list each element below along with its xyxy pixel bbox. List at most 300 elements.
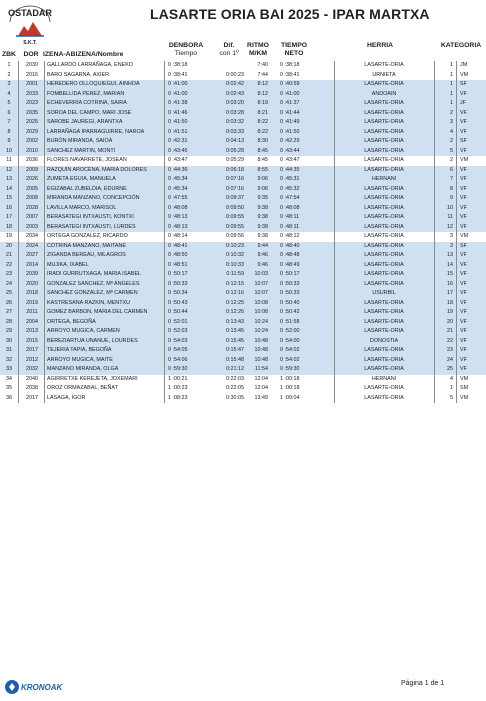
net-time-cell: 0 :50:17: [280, 271, 300, 277]
net-time-cell: 0 :42:29: [280, 138, 300, 144]
category-rank-cell: 1: [450, 100, 453, 106]
category-rank-cell: 12: [447, 223, 453, 230]
bib-cell: 2011: [26, 309, 38, 315]
gap-cell: 0:02:43: [226, 90, 244, 97]
category-cell: VF: [460, 356, 467, 363]
rank-cell: 8: [7, 128, 11, 135]
category-rank-cell: 19: [447, 309, 453, 315]
gap-cell: 0:12:16: [226, 290, 244, 296]
town-cell: LASARTE-ORIA: [364, 185, 404, 192]
time-cell: 0 :38:18: [168, 62, 188, 68]
gap-cell: 0:03:28: [226, 109, 244, 116]
gap-cell: 0:00:23: [226, 71, 244, 78]
time-cell: 0 :52:01: [168, 318, 188, 325]
net-time-cell: 0 :59:30: [280, 366, 300, 372]
town-cell: URNIETA: [372, 71, 396, 78]
rank-cell: 26: [6, 299, 12, 306]
category-rank-cell: 5: [450, 147, 453, 154]
time-cell: 0 :50:44: [168, 309, 188, 315]
category-rank-cell: 25: [447, 366, 453, 372]
category-rank-cell: 14: [447, 261, 453, 268]
category-rank-cell: 9: [450, 195, 453, 201]
category-cell: VM: [460, 375, 469, 382]
rank-cell: 13: [6, 176, 12, 182]
gap-cell: 0:12:15: [226, 280, 244, 287]
category-cell: VM: [460, 233, 469, 239]
town-cell: LASARTE-ORIA: [364, 204, 404, 211]
net-time-cell: 1 :00:18: [280, 375, 300, 382]
table-row: [0, 308, 486, 318]
town-cell: LASARTE-ORIA: [364, 128, 404, 135]
net-time-cell: 0 :41:44: [280, 109, 300, 116]
gap-cell: 0:15:45: [226, 337, 244, 344]
runner-name-cell: TEJERIA TAPIA, BEGOÑA: [47, 347, 112, 353]
bib-cell: 2024: [26, 242, 38, 249]
table-row: [0, 99, 486, 109]
bib-cell: 2004: [26, 318, 38, 325]
pace-cell: 8:30: [257, 138, 268, 144]
kronoak-logo: [4, 678, 68, 696]
net-time-cell: 0 :50:42: [280, 309, 300, 315]
category-rank-cell: 2: [450, 109, 453, 116]
time-cell: 0 :41:00: [168, 81, 188, 87]
town-cell: HERNANI: [371, 375, 397, 382]
runner-name-cell: ARROYO MUGICA, CARMEN: [47, 328, 120, 334]
town-cell: LASARTE-ORIA: [364, 157, 404, 163]
category-rank-cell: 1: [450, 62, 453, 68]
gap-cell: 0:11:59: [226, 271, 244, 277]
runner-name-cell: EGIZABAL ZUBELDIA, EDURNE: [47, 185, 127, 192]
gap-cell: 0:30:05: [226, 394, 244, 401]
rank-cell: 28: [6, 318, 12, 325]
bib-cell: 2017: [26, 347, 38, 353]
gap-cell: 0:09:56: [226, 233, 244, 239]
category-rank-cell: 3: [450, 233, 453, 239]
pace-cell: 8:12: [257, 81, 268, 87]
rank-cell: 21: [6, 252, 12, 258]
net-time-cell: 0 :48:40: [280, 242, 300, 249]
town-cell: LASARTE-ORIA: [364, 271, 404, 277]
runner-name-cell: ARROYO MUGICA, MAITE: [47, 356, 113, 363]
header-kategoria: KATEGORIA: [440, 42, 482, 49]
category-cell: VF: [460, 318, 467, 325]
category-cell: VF: [460, 204, 467, 211]
time-cell: 0 :41:46: [168, 109, 188, 116]
category-rank-cell: 11: [447, 214, 453, 220]
rank-cell: 25: [6, 290, 12, 296]
category-cell: VF: [460, 309, 467, 315]
category-rank-cell: 21: [447, 328, 453, 334]
runner-name-cell: SOROA DEL CAMPO, MARI JOSE: [47, 109, 132, 116]
town-cell: LASARTE-ORIA: [364, 119, 404, 125]
category-cell: VF: [460, 195, 467, 201]
category-rank-cell: 22: [447, 337, 453, 344]
town-cell: LASARTE-ORIA: [364, 147, 404, 154]
town-cell: ANDOAIN: [371, 90, 397, 97]
net-time-cell: 0 :41:37: [280, 100, 300, 106]
header-zbk: ZBK: [2, 51, 16, 58]
club-logo-text: OSTADAR: [8, 8, 52, 18]
runner-name-cell: SAROBE JAUREGI, ARANTXA: [47, 119, 123, 125]
town-cell: LASARTE-ORIA: [364, 62, 404, 68]
net-time-cell: 1 :09:04: [280, 394, 300, 401]
rank-cell: 32: [6, 356, 12, 363]
rank-cell: 23: [6, 271, 12, 277]
runner-name-cell: COTRINA MANZANO, MAITANE: [47, 242, 126, 249]
net-time-cell: 0 :47:54: [280, 195, 300, 201]
rank-cell: 14: [6, 185, 12, 192]
runner-name-cell: MUJIKA, IXABEL: [47, 261, 89, 268]
header-dif: Dif.: [223, 42, 235, 49]
table-row: [0, 109, 486, 119]
pace-cell: 10:24: [254, 318, 268, 325]
rank-cell: 15: [6, 195, 12, 201]
time-cell: 0 :54:03: [168, 337, 188, 344]
pace-cell: 8:45: [257, 157, 268, 163]
rank-cell: 2: [7, 71, 11, 78]
time-cell: 0 :48:08: [168, 204, 188, 211]
category-cell: VF: [460, 109, 467, 116]
pace-cell: 9:38: [257, 233, 268, 239]
rank-cell: 17: [6, 214, 12, 220]
time-cell: 0 :48:50: [168, 252, 188, 258]
bib-cell: 2005: [26, 185, 38, 192]
rank-cell: 3: [7, 81, 11, 87]
town-cell: LASARTE-ORIA: [364, 318, 404, 325]
gap-cell: 0:09:55: [226, 214, 244, 220]
category-rank-cell: 13: [447, 252, 453, 258]
category-rank-cell: 1: [450, 90, 453, 97]
bib-cell: 2030: [26, 62, 38, 68]
rank-cell: 1: [7, 62, 11, 68]
table-row: [0, 137, 486, 147]
runner-name-cell: ZUMETA EGUIA, MANUELA: [47, 176, 116, 182]
pace-cell: 9:06: [257, 185, 268, 192]
gap-cell: 0:13:45: [226, 328, 244, 334]
town-cell: DONOSTIA: [369, 337, 399, 344]
net-time-cell: 0 :40:59: [280, 81, 300, 87]
time-cell: 0 :41:38: [168, 100, 188, 106]
town-cell: LASARTE-ORIA: [364, 100, 404, 106]
time-cell: 0 :45:34: [168, 176, 188, 182]
town-cell: LASARTE-ORIA: [364, 309, 404, 315]
time-cell: 0 :48:41: [168, 242, 188, 249]
category-cell: VF: [460, 347, 467, 353]
pace-cell: 8:12: [257, 90, 268, 97]
rank-cell: 19: [6, 233, 12, 239]
bib-cell: 2016: [26, 71, 38, 78]
runner-name-cell: GOMEZ BARBON, MARIA DEL CARMEN: [47, 309, 148, 315]
runner-name-cell: LARRAÑAGA IPARRAGUIRRE, NAROA: [47, 128, 145, 135]
header-denbora: DENBORA: [168, 42, 204, 49]
category-rank-cell: 23: [447, 347, 453, 353]
pace-cell: 10:48: [254, 356, 268, 363]
category-cell: VF: [460, 119, 467, 125]
table-row: [0, 61, 486, 71]
bib-cell: 2003: [26, 223, 38, 230]
rank-cell: 6: [7, 109, 11, 116]
time-cell: 0 :45:34: [168, 185, 188, 192]
table-row: [0, 90, 486, 100]
column-divider: [334, 61, 335, 403]
bib-cell: 2019: [26, 299, 38, 306]
town-cell: LASARTE-ORIA: [364, 385, 404, 391]
category-cell: VM: [460, 157, 469, 163]
runner-name-cell: BEREZIARTUA UNANUE, LOURDES: [47, 337, 138, 344]
pace-cell: 10:48: [254, 347, 268, 353]
header-ritmo-unit: M/KM: [248, 50, 268, 57]
time-cell: 0 :43:47: [168, 157, 188, 163]
table-row: [0, 356, 486, 366]
pace-cell: 9:46: [257, 261, 268, 268]
category-rank-cell: 5: [450, 394, 453, 401]
bib-cell: 2018: [26, 290, 38, 296]
table-row: [0, 232, 486, 242]
gap-cell: 0:09:37: [226, 195, 244, 201]
gap-cell: 0:06:18: [226, 166, 244, 173]
category-rank-cell: 2: [450, 138, 453, 144]
pace-cell: 10:48: [254, 337, 268, 344]
net-time-cell: 0 :43:44: [280, 147, 300, 154]
header-name: IZENA-ABIZENA/Nombre: [43, 51, 124, 58]
bib-cell: 2036: [26, 157, 38, 163]
pace-cell: 10:08: [254, 309, 268, 315]
rank-cell: 18: [6, 223, 12, 230]
table-row: [0, 118, 486, 128]
category-rank-cell: 3: [450, 119, 453, 125]
bib-cell: 2001: [26, 81, 38, 87]
time-cell: 0 :48:13: [168, 214, 188, 220]
net-time-cell: 0 :43:47: [280, 157, 300, 163]
bib-cell: 2027: [26, 252, 38, 258]
category-cell: SM: [460, 385, 469, 391]
rank-cell: 24: [6, 280, 12, 287]
pace-cell: 10:07: [254, 280, 268, 287]
gap-cell: 0:09:50: [226, 204, 244, 211]
time-cell: 0 :43:46: [168, 147, 188, 154]
category-cell: VF: [460, 185, 467, 192]
category-cell: VF: [460, 214, 467, 220]
net-time-cell: 0 :54:00: [280, 337, 300, 344]
town-cell: LASARTE-ORIA: [364, 223, 404, 230]
pace-cell: 10:24: [254, 328, 268, 334]
club-logo-sub: S.K.T.: [23, 40, 37, 46]
rank-cell: 10: [6, 147, 12, 154]
runner-name-cell: FOMBELLIDA PEREZ, MARIAN: [47, 90, 125, 97]
header-tiempo-neto: TIEMPO: [280, 42, 308, 49]
town-cell: LASARTE-ORIA: [364, 81, 404, 87]
runner-name-cell: KASTRESANA RAZKIN, MENTXU: [47, 299, 130, 306]
header-tiempo: Tiempo: [174, 50, 198, 57]
pace-cell: 10:08: [254, 299, 268, 306]
pace-cell: 7:44: [257, 71, 268, 78]
town-cell: LASARTE-ORIA: [364, 299, 404, 306]
header-herria: HERRIA: [366, 42, 394, 49]
gap-cell: 0:13:43: [226, 318, 244, 325]
runner-name-cell: RAZQUIN AROCENA, MARIA DOLORES: [47, 166, 147, 173]
net-time-cell: 0 :48:08: [280, 204, 300, 211]
bib-cell: 2040: [26, 375, 38, 382]
pace-cell: 11:54: [254, 366, 268, 372]
category-cell: VF: [460, 166, 467, 173]
rank-cell: 33: [6, 366, 12, 372]
category-cell: VF: [460, 328, 467, 334]
net-time-cell: 0 :52:00: [280, 328, 300, 334]
net-time-cell: 0 :41:49: [280, 119, 300, 125]
table-row: [0, 365, 486, 375]
table-row: [0, 80, 486, 90]
time-cell: 0 :48:13: [168, 223, 188, 230]
pace-cell: 8:21: [257, 109, 268, 116]
bib-cell: 2033: [26, 90, 38, 97]
category-cell: JM: [460, 62, 468, 68]
town-cell: LASARTE-ORIA: [364, 195, 404, 201]
category-cell: VF: [460, 337, 467, 344]
time-cell: 0 :44:36: [168, 166, 188, 173]
bib-cell: 2013: [26, 328, 38, 334]
table-row: [0, 289, 486, 299]
category-cell: SF: [460, 138, 467, 144]
category-cell: VF: [460, 128, 467, 135]
category-rank-cell: 1: [450, 71, 453, 78]
column-divider: [164, 61, 165, 403]
town-cell: LASARTE-ORIA: [364, 366, 404, 372]
bib-cell: 2038: [26, 385, 38, 391]
net-time-cell: 0 :48:48: [280, 252, 300, 258]
time-cell: 0 :41:51: [168, 128, 188, 135]
table-row: [0, 185, 486, 195]
runner-name-cell: LAVILLA MARCO, MARISOL: [47, 204, 117, 211]
column-divider: [434, 61, 435, 403]
net-time-cell: 0 :54:02: [280, 347, 300, 353]
runner-name-cell: BERASATEGI INTXAUSTI, KONTXI: [47, 214, 134, 220]
bib-cell: 2017: [26, 394, 38, 401]
category-cell: VF: [460, 90, 467, 97]
rank-cell: 16: [6, 204, 12, 211]
time-cell: 1 :00:23: [168, 385, 188, 391]
time-cell: 0 :50:17: [168, 271, 188, 277]
category-cell: VF: [460, 252, 467, 258]
header-dor: DOR: [23, 51, 39, 58]
rank-cell: 20: [6, 242, 12, 249]
time-cell: 0 :54:06: [168, 356, 188, 363]
rank-cell: 31: [6, 347, 12, 353]
bib-cell: 2012: [26, 356, 38, 363]
runner-name-cell: ECHEVERRÍA COTRINA, SAIRA: [47, 100, 127, 106]
category-rank-cell: 17: [447, 290, 453, 296]
net-time-cell: 1 :00:18: [280, 385, 300, 391]
category-cell: VF: [460, 366, 467, 372]
pace-cell: 9:38: [257, 204, 268, 211]
runner-name-cell: HEREDERO OLLOQUIEGUI, AINHOA: [47, 81, 140, 87]
bib-cell: 2014: [26, 261, 38, 268]
rank-cell: 7: [7, 119, 11, 125]
pace-cell: 8:22: [257, 119, 268, 125]
table-row: [0, 299, 486, 309]
header-dif-con: con 1º: [219, 50, 239, 57]
net-time-cell: 0 :54:02: [280, 356, 300, 363]
bib-cell: 2020: [26, 280, 38, 287]
bib-cell: 2010: [26, 147, 38, 154]
category-cell: VF: [460, 261, 467, 268]
table-row: [0, 175, 486, 185]
table-row: [0, 204, 486, 214]
net-time-cell: 0 :45:32: [280, 185, 300, 192]
category-rank-cell: 20: [447, 318, 453, 325]
runner-name-cell: SANCHEZ MARTIN, MONTI: [47, 147, 116, 154]
gap-cell: 0:12:26: [226, 309, 244, 315]
rank-cell: 34: [6, 375, 12, 382]
runner-name-cell: BERASATEGI INTXAUSTI, LURDES: [47, 223, 136, 230]
town-cell: LASARTE-ORIA: [364, 347, 404, 353]
bib-cell: 2032: [26, 366, 38, 372]
kronoak-logo-text: KRONOAK: [21, 683, 63, 692]
pace-cell: 8:22: [257, 128, 268, 135]
rank-cell: 9: [7, 138, 11, 144]
gap-cell: 0:03:33: [226, 128, 244, 135]
runner-name-cell: IRADI GURRUTXAGA, MARIA ISABEL: [47, 271, 142, 277]
runner-name-cell: ORTEGA, BEGOÑA: [47, 318, 96, 325]
bib-cell: 2025: [26, 119, 38, 125]
page-title: LASARTE ORIA BAI 2025 - IPAR MARTXA: [150, 6, 430, 22]
time-cell: 0 :52:03: [168, 328, 188, 334]
net-time-cell: 0 :48:11: [280, 223, 300, 230]
net-time-cell: 0 :48:12: [280, 233, 300, 239]
category-rank-cell: 3: [450, 242, 453, 249]
rank-cell: 5: [7, 100, 11, 106]
header-ritmo: RITMO: [247, 42, 269, 49]
time-cell: 0 :42:31: [168, 138, 188, 144]
table-row: [0, 346, 486, 356]
pace-cell: 8:45: [257, 147, 268, 154]
pace-cell: 10:07: [254, 290, 268, 296]
category-cell: SF: [460, 242, 467, 249]
table-row: [0, 318, 486, 328]
runner-name-cell: FLORES NAVARRETE, JOSEAN: [47, 157, 127, 163]
net-time-cell: 0 :48:49: [280, 261, 300, 268]
rank-cell: 30: [6, 337, 12, 344]
table-row: [0, 375, 486, 385]
bib-cell: 2007: [26, 214, 38, 220]
gap-cell: 0:03:20: [226, 100, 244, 106]
time-cell: 0 :48:14: [168, 233, 188, 239]
pace-cell: 9:44: [257, 242, 268, 249]
time-cell: 0 :50:34: [168, 290, 188, 296]
net-time-cell: 0 :50:40: [280, 299, 300, 306]
pace-cell: 10:03: [254, 271, 268, 277]
runner-name-cell: LASAGA, IGOR: [47, 394, 86, 401]
category-rank-cell: 4: [450, 375, 453, 382]
gap-cell: 0:07:16: [226, 176, 244, 182]
time-cell: 1 :08:23: [168, 394, 188, 401]
town-cell: LASARTE-ORIA: [364, 233, 404, 239]
category-rank-cell: 7: [450, 176, 453, 182]
table-row: [0, 261, 486, 271]
runner-name-cell: ZIGANDA BEREAU, MILAGROS: [47, 252, 126, 258]
rank-cell: 4: [7, 90, 11, 97]
category-cell: VM: [460, 394, 469, 401]
bib-cell: 2026: [26, 176, 38, 182]
gap-cell: 0:12:25: [226, 299, 244, 306]
bib-cell: 2002: [26, 138, 38, 144]
town-cell: LASARTE-ORIA: [364, 109, 404, 116]
category-cell: SF: [460, 81, 467, 87]
bib-cell: 2035: [26, 109, 38, 116]
category-rank-cell: 1: [450, 81, 453, 87]
net-time-cell: 0 :45:31: [280, 176, 300, 182]
town-cell: HERNANI: [371, 176, 397, 182]
table-row: [0, 384, 486, 394]
